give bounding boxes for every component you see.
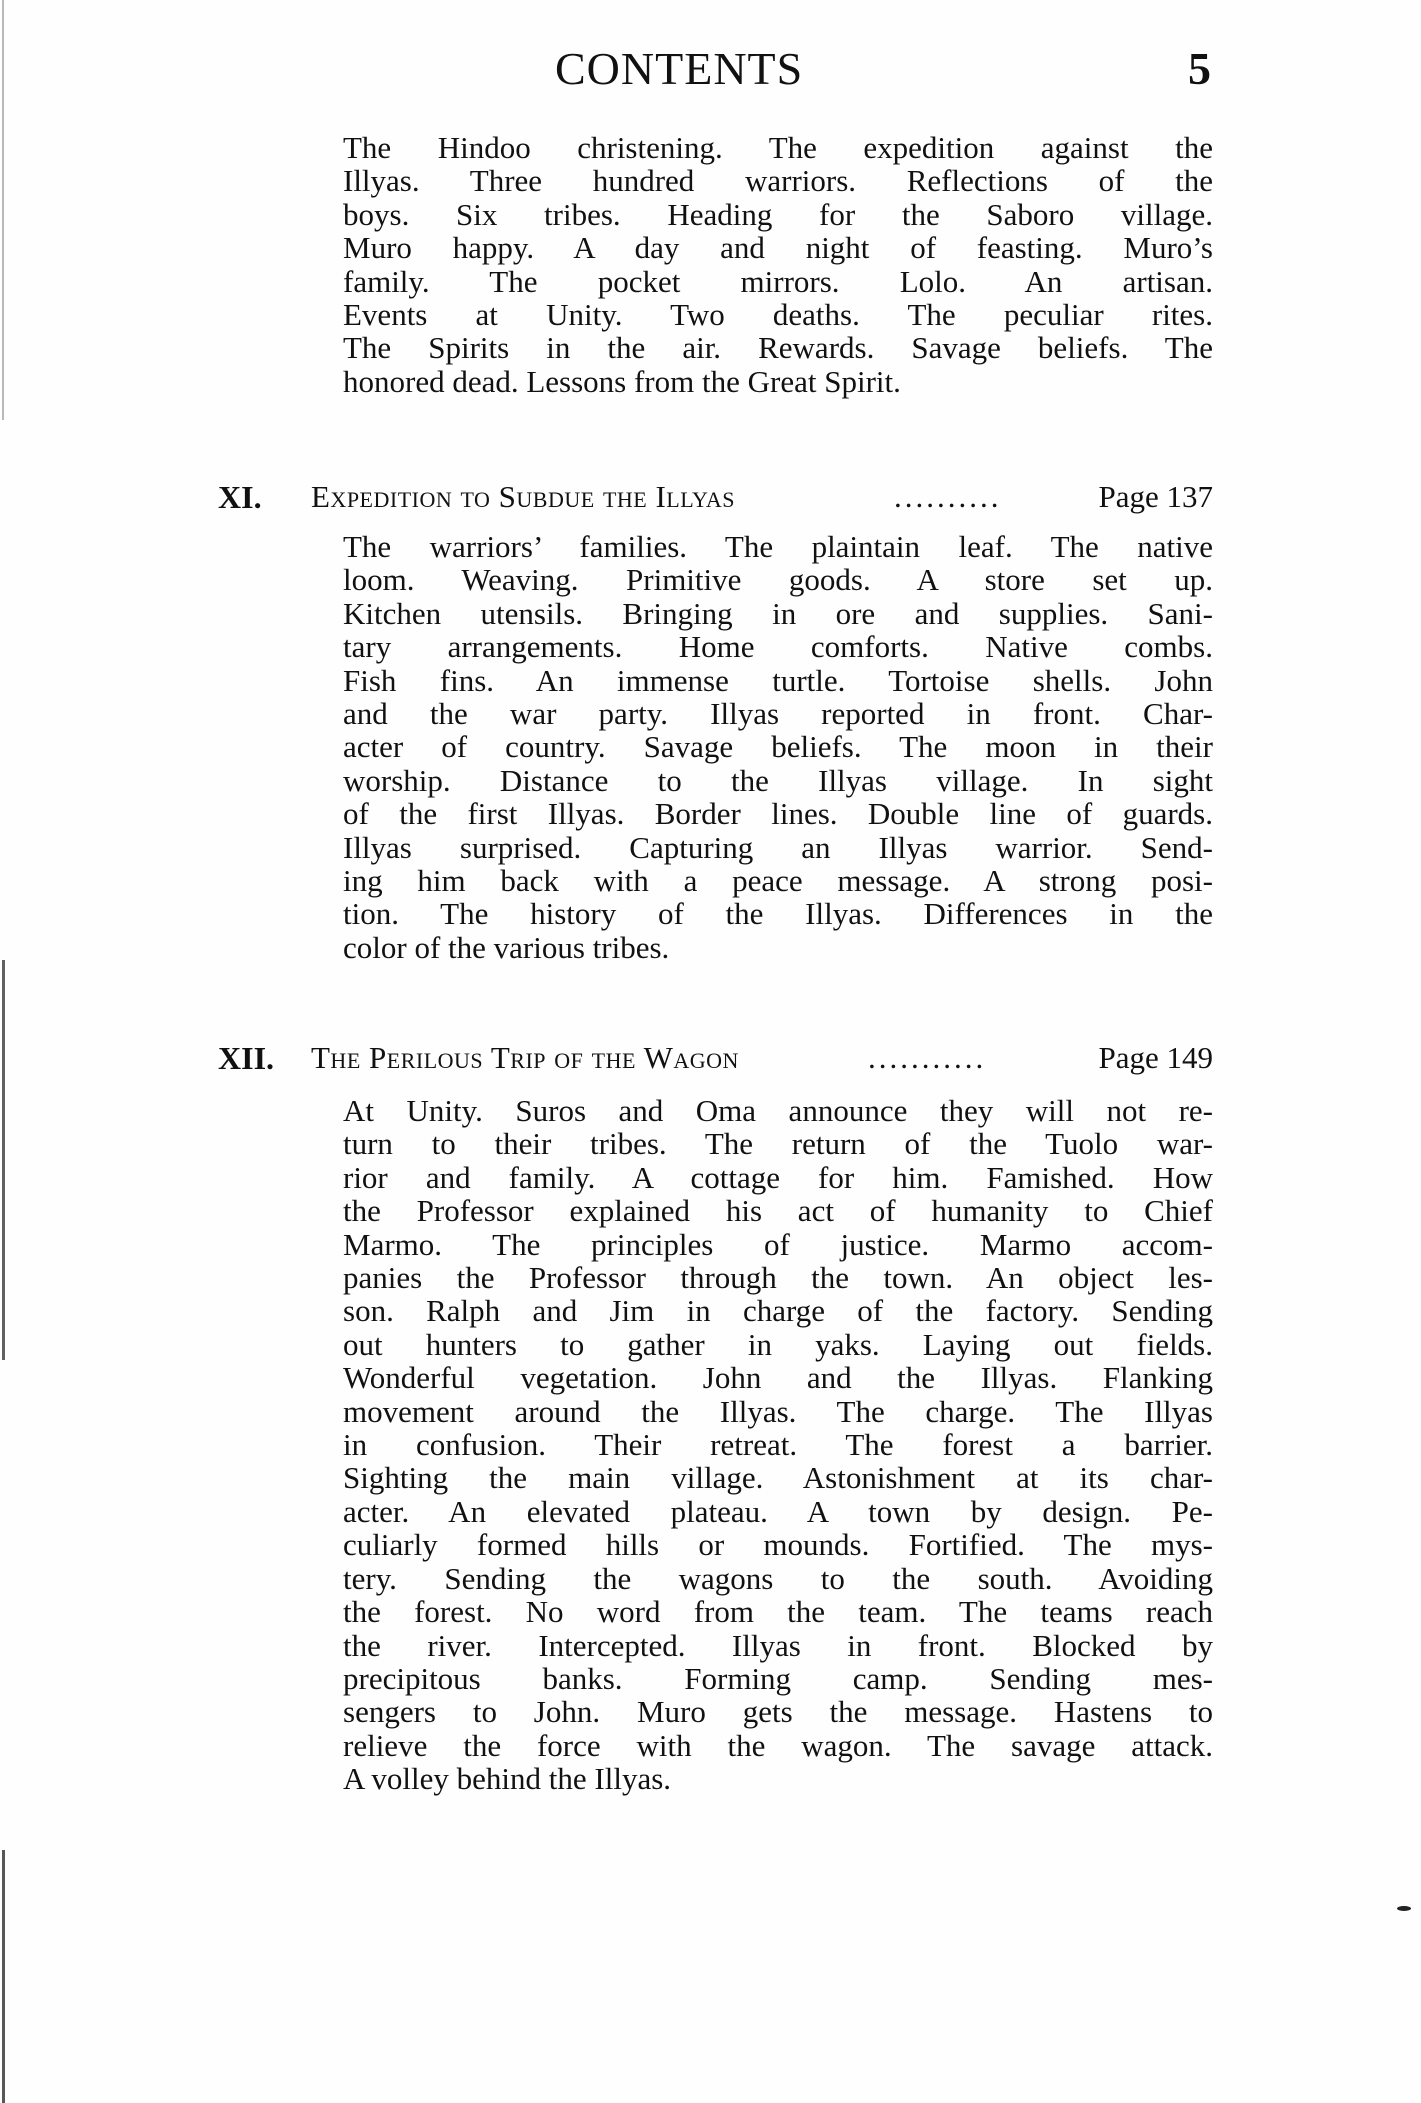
text-line: The warriors’ families. The plaintain leaf. The native bbox=[343, 529, 1213, 564]
text-line: turn to their tribes. The return of the Tuolo war- bbox=[343, 1126, 1213, 1162]
dot-leader: ........... bbox=[868, 1040, 987, 1075]
dot-leader: .......... bbox=[894, 479, 1002, 514]
text-line: Kitchen utensils. Bringing in ore and supplies. Sani- bbox=[343, 595, 1213, 631]
chapter-heading-xii bbox=[218, 1040, 1213, 1080]
text-line: panies the Professor through the town. An object les- bbox=[343, 1260, 1213, 1296]
text-line: Illyas. Three hundred warriors. Reflections of the bbox=[343, 163, 1213, 199]
text-line: tion. The history of the Illyas. Differences in the bbox=[343, 896, 1213, 932]
text-line: honored dead. Lessons from the Great Spirit. bbox=[343, 363, 901, 399]
chapter-summary-xi bbox=[343, 530, 1213, 964]
running-head bbox=[0, 42, 1421, 102]
text-line: and the war party. Illyas reported in front. Char- bbox=[343, 696, 1213, 732]
text-line: A volley behind the Illyas. bbox=[343, 1761, 672, 1797]
text-line: in confusion. Their retreat. The forest a barrier. bbox=[343, 1427, 1213, 1463]
text-line: At Unity. Suros and Oma announce they will not re- bbox=[343, 1093, 1213, 1128]
text-line: Wonderful vegetation. John and the Illyas. Flanking bbox=[343, 1360, 1213, 1396]
running-title: CONTENTS bbox=[555, 43, 804, 94]
text-line: the forest. No word from the team. The teams reach bbox=[343, 1594, 1213, 1630]
text-line: The Hindoo christening. The expedition against the bbox=[343, 130, 1213, 165]
chapter-title: The Perilous Trip of the Wagon bbox=[311, 1040, 739, 1075]
text-line: rior and family. A cottage for him. Famished. How bbox=[343, 1159, 1213, 1195]
ink-speck bbox=[1397, 1906, 1411, 1911]
text-line: precipitous banks. Forming camp. Sending mes- bbox=[343, 1660, 1213, 1696]
text-line: acter. An elevated plateau. A town by design. Pe- bbox=[343, 1493, 1213, 1529]
intro-paragraph bbox=[343, 131, 1213, 398]
text-line: the river. Intercepted. Illyas in front. Blocked by bbox=[343, 1627, 1213, 1663]
text-line: acter of country. Savage beliefs. The moon in their bbox=[343, 729, 1213, 765]
text-line: culiarly formed hills or mounds. Fortified. The mys- bbox=[343, 1527, 1213, 1563]
text-line: loom. Weaving. Primitive goods. A store set up. bbox=[343, 562, 1213, 598]
text-line: Sighting the main village. Astonishment at its char- bbox=[343, 1460, 1213, 1496]
chapter-title: Expedition to Subdue the Illyas bbox=[311, 479, 736, 514]
text-line: family. The pocket mirrors. Lolo. An artisan. bbox=[343, 263, 1213, 299]
text-line: boys. Six tribes. Heading for the Saboro village. bbox=[343, 196, 1213, 232]
text-line: relieve the force with the wagon. The savage attack. bbox=[343, 1727, 1213, 1763]
chapter-numeral: XII. bbox=[218, 1040, 275, 1076]
text-line: Muro happy. A day and night of feasting. Muro’s bbox=[343, 230, 1213, 266]
text-line: worship. Distance to the Illyas village. In sight bbox=[343, 762, 1213, 798]
text-line: Marmo. The principles of justice. Marmo accom- bbox=[343, 1226, 1213, 1262]
text-line: ing him back with a peace message. A strong posi- bbox=[343, 863, 1213, 899]
chapter-page-ref: Page 137 bbox=[1098, 479, 1213, 514]
text-line: of the first Illyas. Border lines. Double line of guards. bbox=[343, 796, 1213, 832]
text-line: tery. Sending the wagons to the south. Avoiding bbox=[343, 1560, 1213, 1596]
text-line: Events at Unity. Two deaths. The peculiar rites. bbox=[343, 297, 1213, 333]
text-line: out hunters to gather in yaks. Laying out fields. bbox=[343, 1326, 1213, 1362]
text-line: son. Ralph and Jim in charge of the factory. Sending bbox=[343, 1293, 1213, 1329]
chapter-summary-xii bbox=[343, 1094, 1213, 1796]
text-line: color of the various tribes. bbox=[343, 929, 670, 965]
page-number: 5 bbox=[1188, 43, 1211, 94]
text-line: the Professor explained his act of humanity to Chief bbox=[343, 1193, 1213, 1229]
chapter-page-ref: Page 149 bbox=[1098, 1040, 1213, 1075]
text-line: sengers to John. Muro gets the message. Hastens to bbox=[343, 1694, 1213, 1730]
page-edge-shadow bbox=[2, 960, 5, 1360]
text-line: Fish fins. An immense turtle. Tortoise shells. John bbox=[343, 662, 1213, 698]
chapter-heading-xi bbox=[218, 479, 1213, 519]
page-edge-shadow bbox=[2, 1850, 5, 2103]
text-line: tary arrangements. Home comforts. Native combs. bbox=[343, 629, 1213, 665]
chapter-numeral: XI. bbox=[218, 479, 262, 515]
text-line: Illyas surprised. Capturing an Illyas warrior. Send- bbox=[343, 829, 1213, 865]
text-line: movement around the Illyas. The charge. The Illyas bbox=[343, 1393, 1213, 1429]
text-line: The Spirits in the air. Rewards. Savage beliefs. The bbox=[343, 330, 1213, 366]
